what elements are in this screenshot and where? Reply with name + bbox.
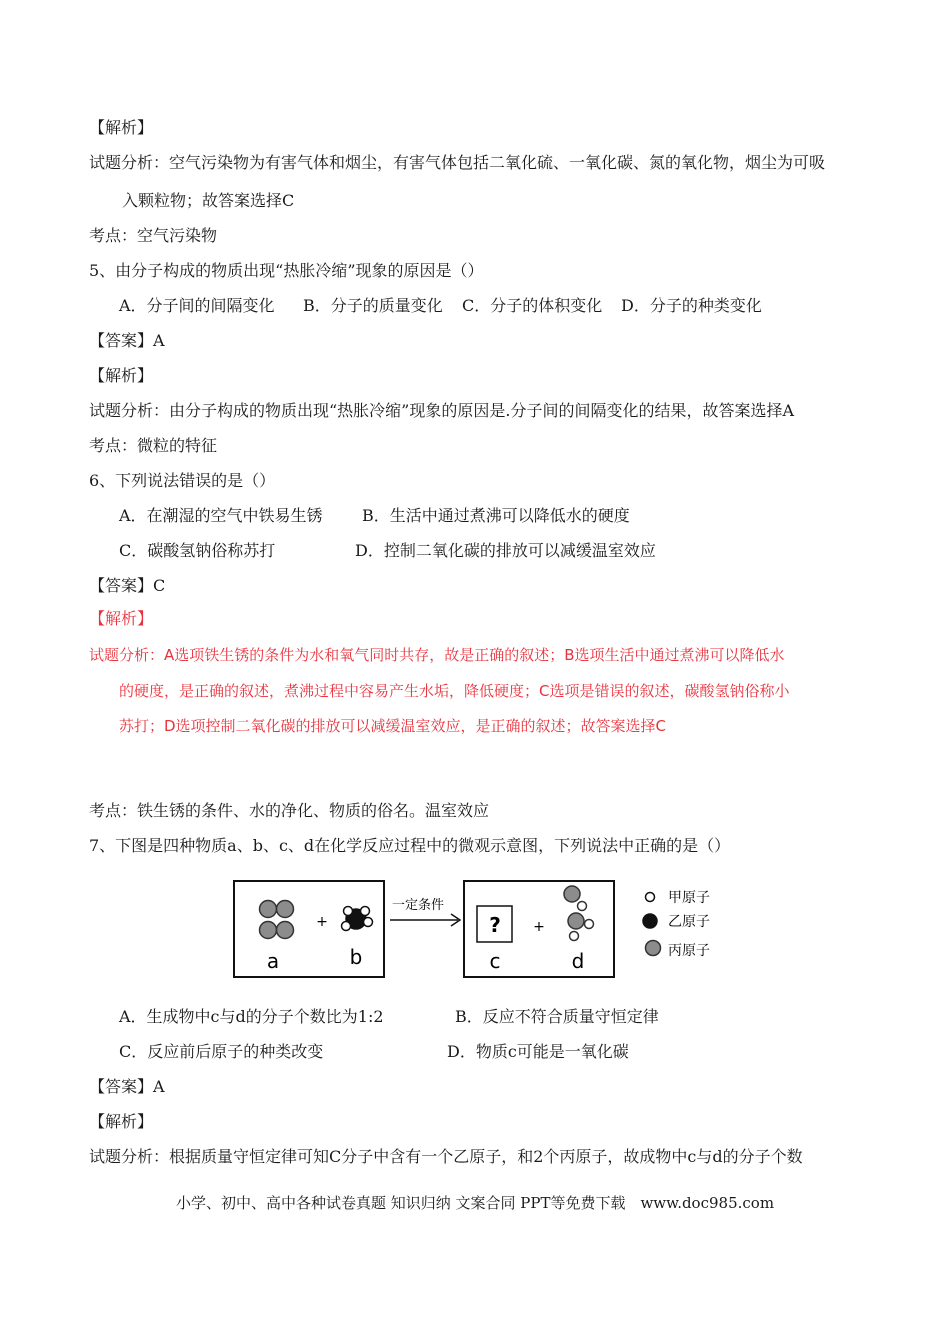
label-d: d bbox=[571, 949, 585, 973]
q6-option-d: D．控制二氧化碳的排放可以减缓温室效应 bbox=[355, 541, 656, 560]
q4-analysis-tag: 【解析】 bbox=[89, 118, 154, 137]
q7-analysis-tag: 【解析】 bbox=[89, 1112, 154, 1131]
legend-jia-marker bbox=[646, 893, 655, 902]
q5-option-d: D．分子的种类变化 bbox=[621, 296, 762, 315]
q6-analysis-line2: 的硬度，是正确的叙述，煮沸过程中容易产生水垢，降低硬度；C选项是错误的叙述，碳酸氢钠俗称小 bbox=[119, 682, 790, 700]
legend-bing: 丙原子 bbox=[668, 943, 710, 959]
q6-option-c: C．碳酸氢钠俗称苏打 bbox=[119, 541, 276, 560]
molecule-b bbox=[342, 907, 373, 931]
q6-option-b: B．生活中通过煮沸可以降低水的硬度 bbox=[362, 506, 630, 525]
q7-analysis-line1: 试题分析：根据质量守恒定律可知C分子中含有一个乙原子，和2个丙原子，故成物中c与d的分子个数 bbox=[89, 1147, 803, 1166]
q4-analysis-line2: 入颗粒物；故答案选择C bbox=[122, 191, 295, 210]
q7-stem: 7、下图是四种物质a、b、c、d在化学反应过程中的微观示意图，下列说法中正确的是（） bbox=[89, 836, 731, 855]
label-a: a bbox=[266, 949, 280, 973]
q7-answer: 【答案】A bbox=[89, 1077, 165, 1096]
legend bbox=[643, 890, 710, 959]
legend-bing-marker bbox=[646, 941, 661, 956]
plus-sign-2: + bbox=[533, 919, 545, 935]
q6-analysis-tag: 【解析】 bbox=[89, 609, 154, 628]
q6-stem: 6、下列说法错误的是（） bbox=[89, 471, 276, 490]
condition-label: 一定条件 bbox=[391, 898, 445, 913]
q6-analysis-line1: 试题分析：A选项铁生锈的条件为水和氧气同时共存，故是正确的叙述；B选项生活中通过煮沸可以降低水 bbox=[89, 646, 785, 664]
q7-option-c: C．反应前后原子的种类改变 bbox=[119, 1042, 324, 1061]
q7-option-d: D．物质c可能是一氧化碳 bbox=[447, 1042, 629, 1061]
q4-point: 考点：空气污染物 bbox=[89, 226, 218, 245]
label-b: b bbox=[349, 945, 363, 969]
q5-option-c: C．分子的体积变化 bbox=[462, 296, 603, 315]
legend-jia: 甲原子 bbox=[668, 890, 710, 906]
q5-analysis: 试题分析：由分子构成的物质出现“热胀冷缩”现象的原因是.分子间的间隔变化的结果，故答案选择A bbox=[89, 401, 795, 420]
q5-option-b: B．分子的质量变化 bbox=[303, 296, 443, 315]
q5-analysis-tag: 【解析】 bbox=[89, 366, 154, 385]
q5-point: 考点：微粒的特征 bbox=[89, 436, 218, 455]
q5-answer: 【答案】A bbox=[89, 331, 165, 350]
q7-option-a: A．生成物中c与d的分子个数比为1:2 bbox=[119, 1007, 384, 1026]
page-footer: 小学、初中、高中各种试卷真题 知识归纳 文案合同 PPT等免费下载 www.doc985.com bbox=[175, 1194, 775, 1212]
question-mark: ? bbox=[489, 913, 501, 937]
legend-yi: 乙原子 bbox=[668, 914, 710, 930]
label-c: c bbox=[489, 949, 501, 973]
q6-answer: 【答案】C bbox=[89, 576, 166, 595]
q5-stem: 5、由分子构成的物质出现“热胀冷缩”现象的原因是（） bbox=[89, 261, 484, 280]
q4-analysis-line1: 试题分析：空气污染物为有害气体和烟尘，有害气体包括二氧化硫、一氧化碳、氮的氧化物，烟尘为可吸 bbox=[89, 153, 826, 172]
q7-option-b: B．反应不符合质量守恒定律 bbox=[455, 1007, 659, 1026]
reaction-diagram bbox=[230, 876, 730, 982]
plus-sign-1: + bbox=[316, 914, 328, 930]
q6-analysis-line3: 苏打；D选项控制二氧化碳的排放可以减缓温室效应，是正确的叙述；故答案选择C bbox=[119, 717, 667, 735]
legend-yi-marker bbox=[643, 914, 657, 928]
q6-point: 考点：铁生锈的条件、水的净化、物质的俗名。温室效应 bbox=[89, 801, 490, 820]
q6-option-a: A．在潮湿的空气中铁易生锈 bbox=[119, 506, 323, 525]
q5-option-a: A．分子间的间隔变化 bbox=[119, 296, 275, 315]
